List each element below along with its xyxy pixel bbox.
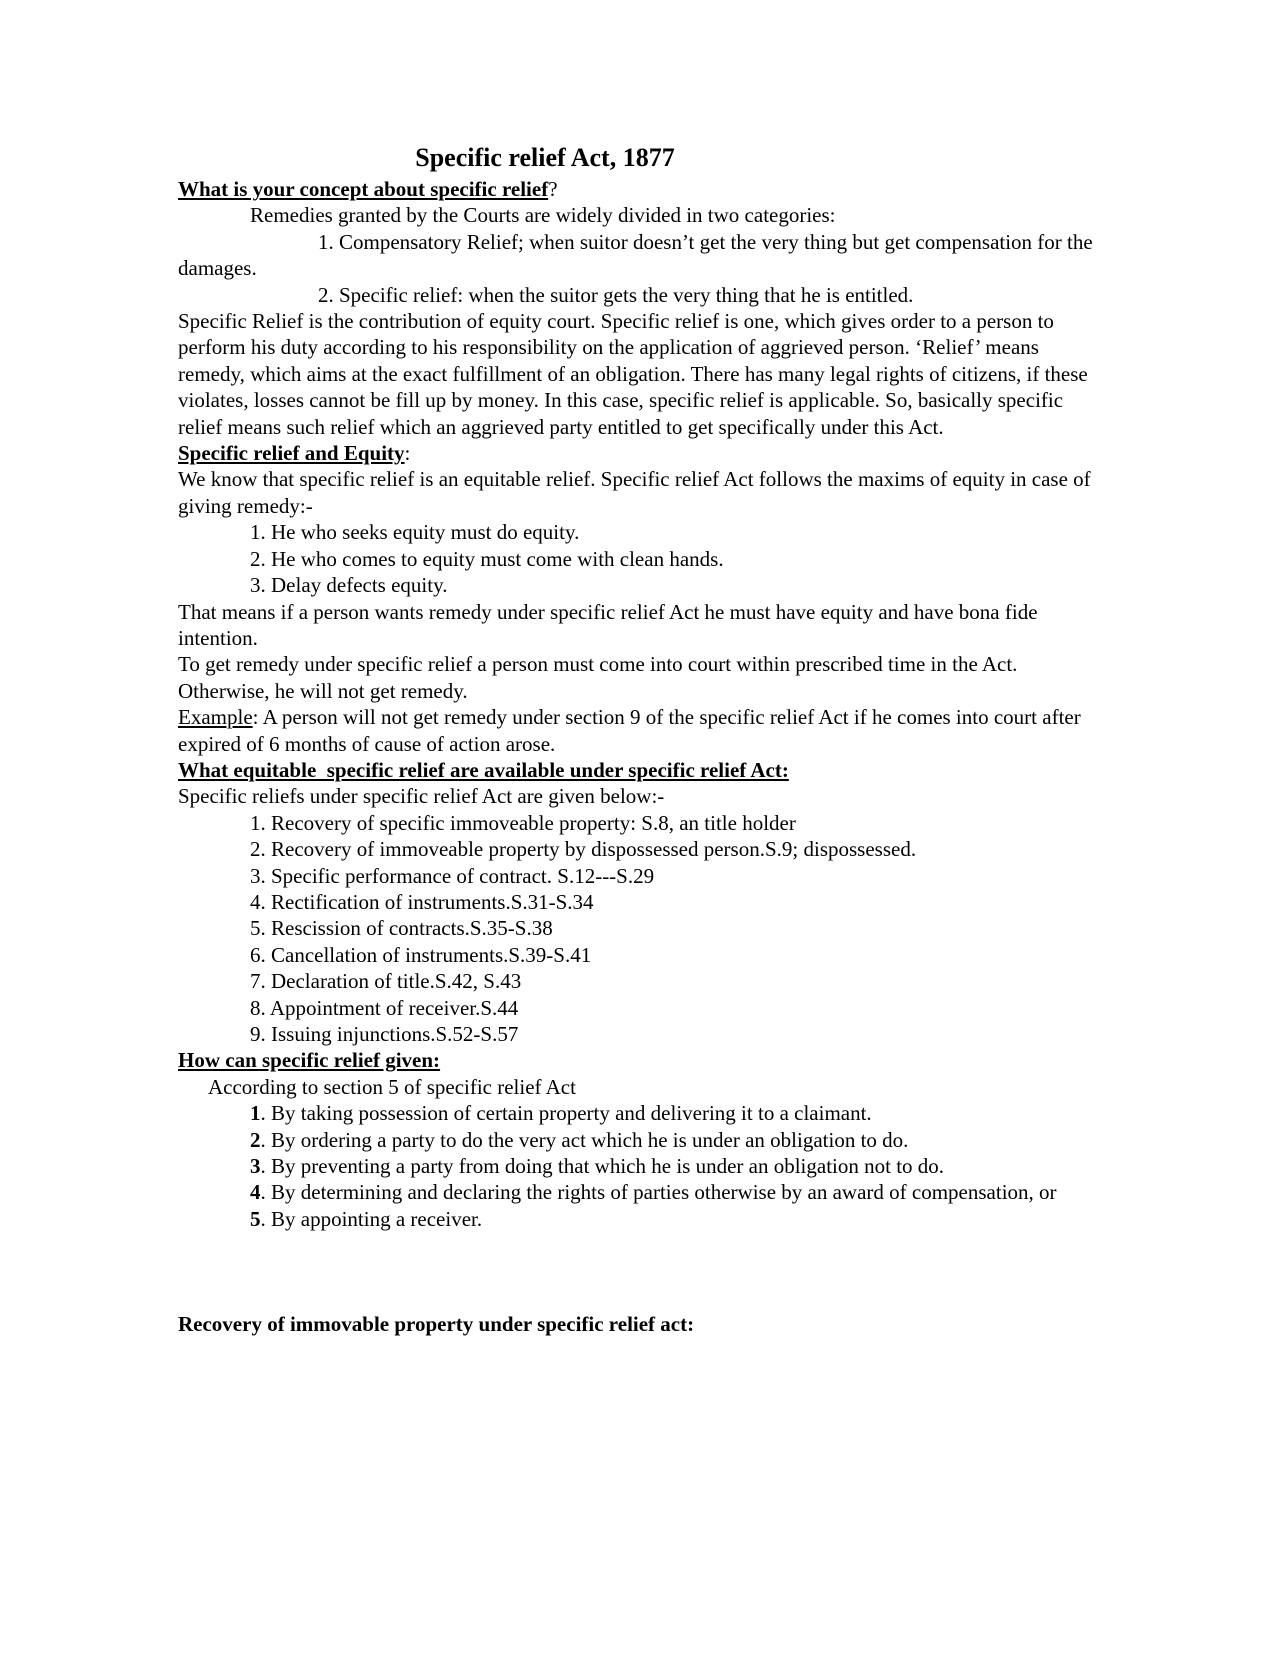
list-item-relief: 6. Cancellation of instruments.S.39-S.41 xyxy=(250,942,592,967)
list-item-mode-number: 1 xyxy=(250,1101,261,1126)
heading-how-given-text: How can specific relief given: xyxy=(178,1048,441,1073)
list-item-relief: 2. Recovery of immoveable property by dispossessed person.S.9; dispossessed. xyxy=(250,837,917,862)
para-compensatory-relief: 1. Compensatory Relief; when suitor doesn’t get the very thing but get compensation for the damages. xyxy=(178,229,1093,281)
list-item-mode-text: . By determining and declaring the rights of parties otherwise by an award of compensation, or xyxy=(260,1180,1057,1205)
list-item-mode-number: 3 xyxy=(250,1154,261,1179)
list-item-relief: 5. Rescission of contracts.S.35-S.38 xyxy=(250,916,553,941)
example-text: : A person will not get remedy under section 9 of the specific relief Act if he comes into court after expired of 6 months of cause of action arose. xyxy=(178,705,1081,756)
para-specific-relief: 2. Specific relief: when the suitor gets the very thing that he is entitled. xyxy=(318,282,914,307)
heading-equity xyxy=(178,440,1102,466)
para-how-given-intro: According to section 5 of specific relief Act xyxy=(208,1074,576,1099)
list-item-mode-text: . By ordering a party to do the very act which he is under an obligation to do. xyxy=(260,1127,909,1152)
list-item-mode-text: . By appointing a receiver. xyxy=(260,1206,483,1231)
list-item-mode-text: . By taking possession of certain property and delivering it to a claimant. xyxy=(260,1101,872,1126)
heading-concept xyxy=(178,176,1102,202)
list-item-relief: 7. Declaration of title.S.42, S.43 xyxy=(250,969,522,994)
para-example xyxy=(178,704,1102,757)
list-item-relief: 1. Recovery of specific immoveable property: S.8, an title holder xyxy=(250,810,796,835)
blank-space xyxy=(178,1232,1102,1311)
heading-concept-punct: ? xyxy=(548,177,558,201)
para-specific-relief-body: Specific Relief is the contribution of equity court. Specific relief is one, which gives order to a person to perform his duty according to his responsibility on the application of aggrieved person. ‘Relief’ means remedy, which aims at the exact fulfillment of an obligation. There has many legal rights of citizens, if these violates, losses cannot be fill up by money. In this case, specific relief is applicable. So, basically specific relief means such relief which an aggrieved party entitled to get specifically under this Act. xyxy=(178,309,1088,439)
heading-available xyxy=(178,757,1102,783)
list-item-relief: 8. Appointment of receiver.S.44 xyxy=(250,995,519,1020)
list-item-relief: 9. Issuing injunctions.S.52-S.57 xyxy=(250,1022,519,1046)
list-item-relief: 4. Rectification of instruments.S.31-S.34 xyxy=(250,889,594,914)
list-item-mode xyxy=(178,1100,1102,1126)
list-item-relief: 3. Specific performance of contract. S.12---S.29 xyxy=(250,863,655,888)
heading-available-text: What equitable specific relief are available under specific relief Act: xyxy=(178,757,789,782)
para-equity-note1: That means if a person wants remedy under specific relief Act he must have equity and have bona fide intention. xyxy=(178,599,1038,650)
doc-title: Specific relief Act, 1877 xyxy=(415,143,675,172)
list-item-maxim: 3. Delay defects equity. xyxy=(250,573,448,598)
list-item-mode-number: 5 xyxy=(250,1206,261,1231)
list-item-mode xyxy=(178,1153,1102,1179)
list-item-mode-number: 2 xyxy=(250,1127,261,1152)
para-equity-note2: To get remedy under specific relief a person must come into court within prescribed time in the Act. Otherwise, he will not get remedy. xyxy=(178,652,1018,703)
example-label: Example xyxy=(178,705,253,730)
list-item-mode-number: 4 xyxy=(250,1180,261,1205)
list-item-mode xyxy=(178,1127,1102,1153)
heading-how-given xyxy=(178,1047,1102,1073)
list-item-mode-text: . By preventing a party from doing that which he is under an obligation not to do. xyxy=(260,1154,945,1179)
list-item-maxim: 2. He who comes to equity must come with clean hands. xyxy=(250,546,724,571)
list-item-mode xyxy=(178,1179,1102,1205)
list-item-mode xyxy=(178,1206,1102,1232)
heading-recovery: Recovery of immovable property under specific relief act: xyxy=(178,1312,695,1337)
heading-equity-punct: : xyxy=(404,441,411,466)
heading-equity-text: Specific relief and Equity xyxy=(178,441,405,466)
list-item-maxim: 1. He who seeks equity must do equity. xyxy=(250,520,580,545)
para-available-intro: Specific reliefs under specific relief Act are given below:- xyxy=(178,784,665,809)
heading-concept-text: What is your concept about specific relief xyxy=(178,177,549,201)
para-remedies-intro: Remedies granted by the Courts are widely divided in two categories: xyxy=(250,203,836,228)
para-equity-intro: We know that specific relief is an equitable relief. Specific relief Act follows the maxims of equity in case of giving remedy:- xyxy=(178,467,1091,518)
